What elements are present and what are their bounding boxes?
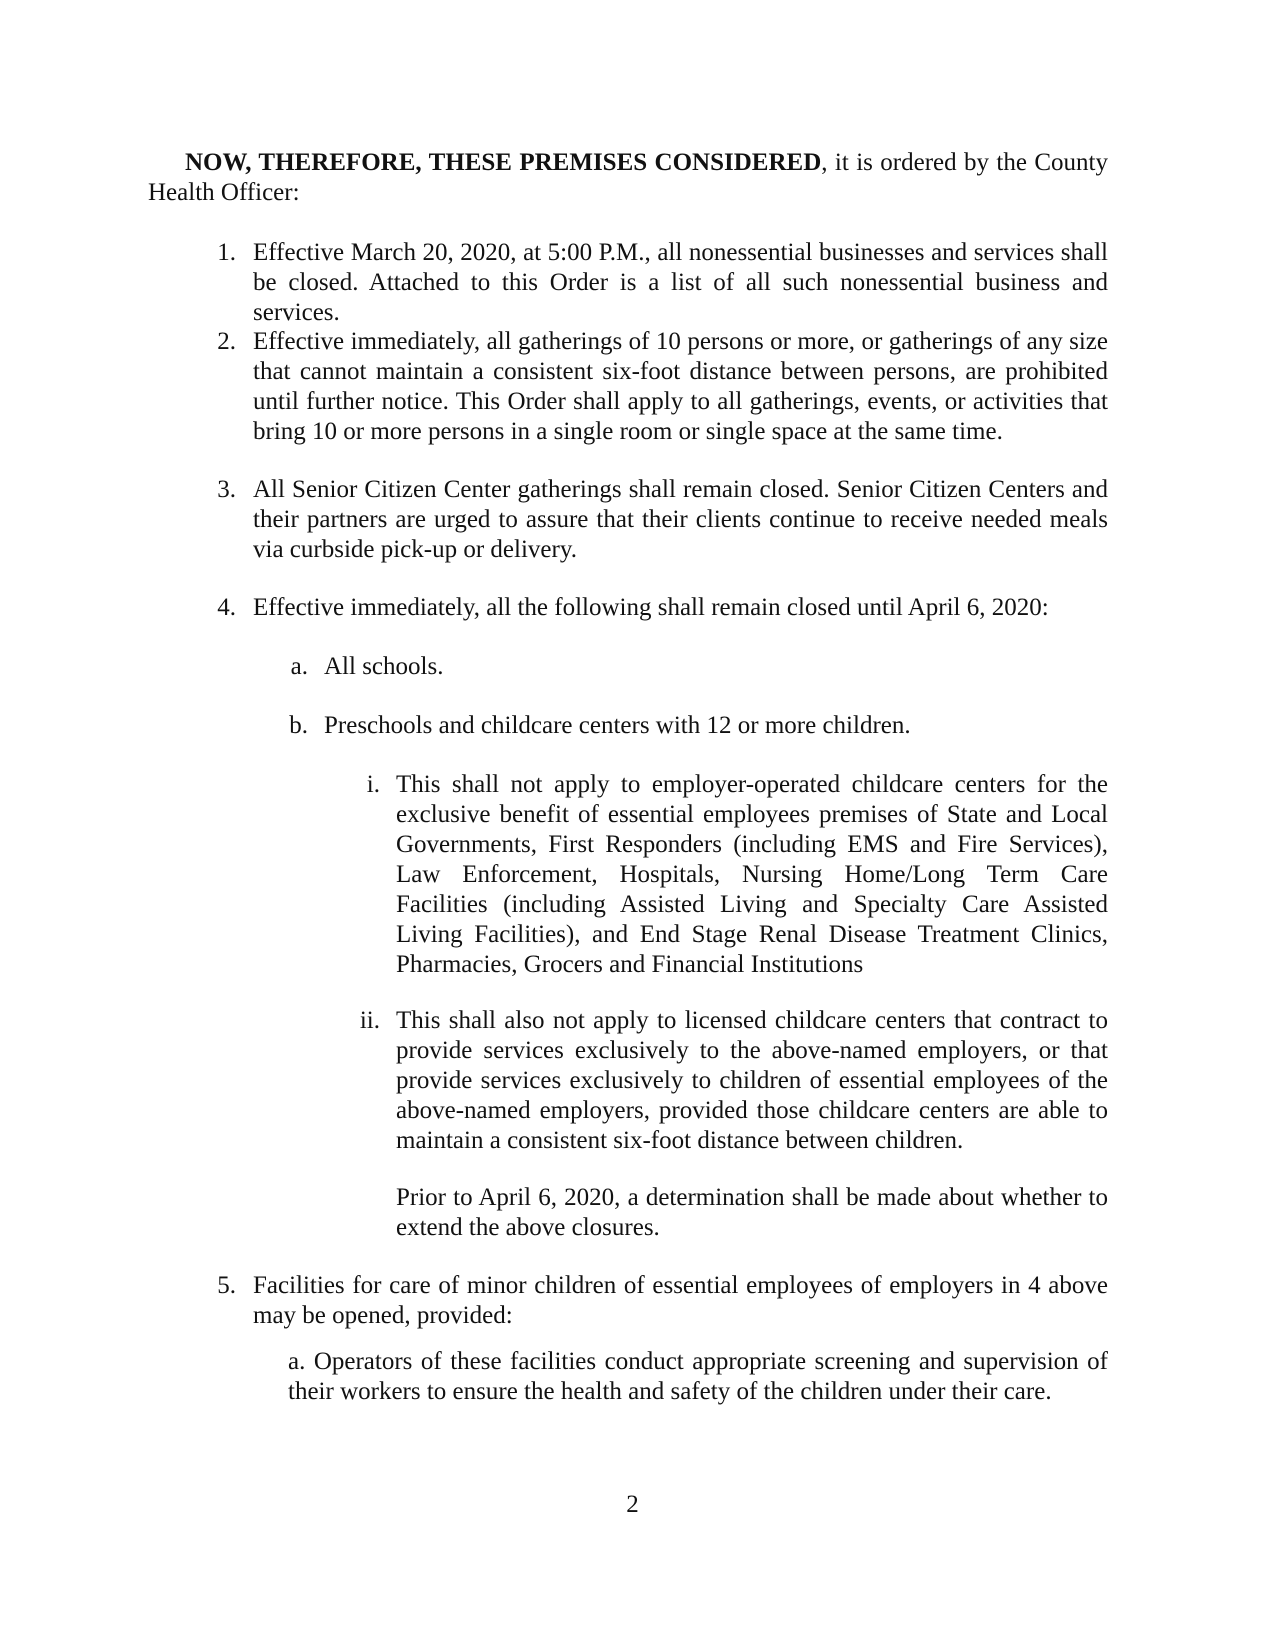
intro-paragraph — [148, 148, 1108, 208]
item-5-text: Facilities for care of minor children of essential employees of employers in 4 above may be opened, provided: — [253, 1272, 1108, 1329]
item-2-marker: 2. — [217, 328, 236, 355]
item-4b-ii-text: This shall also not apply to licensed childcare centers that contract to provide services exclusively to the above-named employers, or that provide services exclusively to children of essential employees of the above-named employers, provided those childcare centers are able to maintain a consistent six-foot distance between children. — [396, 1007, 1108, 1154]
intro-bold-heading: NOW, THEREFORE, THESE PREMISES CONSIDERED — [185, 149, 822, 176]
item-4b-ii-marker: ii. — [359, 1007, 380, 1034]
item-3-marker: 3. — [217, 476, 236, 503]
intro-text: , it is ordered by the County Health Officer: — [148, 149, 1108, 206]
item-4a-text: All schools. — [324, 653, 444, 680]
item-2-text: Effective immediately, all gatherings of 10 persons or more, or gatherings of any size that cannot maintain a consistent six-foot distance between persons, are prohibited until further notice. This Order shall apply to all gatherings, events, or activities that bring 10 or more persons in a single room or single space at the same time. — [253, 328, 1108, 445]
page-number: 2 — [626, 1491, 639, 1518]
item-4a-marker: a. — [290, 653, 308, 680]
item-1-text: Effective March 20, 2020, at 5:00 P.M., all nonessential businesses and services shall be closed. Attached to this Order is a list of all such nonessential business and services. — [253, 239, 1108, 326]
item-4b-text: Preschools and childcare centers with 12 or more children. — [324, 712, 911, 739]
item-4-marker: 4. — [217, 594, 236, 621]
item-4b-i-marker: i. — [366, 771, 380, 798]
item-1-marker: 1. — [217, 239, 236, 266]
item-4-text: Effective immediately, all the following shall remain closed until April 6, 2020: — [253, 594, 1049, 621]
item-5a-text: a. Operators of these facilities conduct appropriate screening and supervision of their workers to ensure the health and safety of the children under their care. — [288, 1348, 1108, 1405]
item-4b-marker: b. — [289, 712, 308, 739]
item-4b-i-text: This shall not apply to employer-operated childcare centers for the exclusive benefit of essential employees premises of State and Local Governments, First Responders (including EMS and Fire Services), Law Enforcement, Hospitals, Nursing Home/Long Term Care Facilities (including Assisted Living and Specialty Care Assisted Living Facilities), and End Stage Renal Disease Treatment Clinics, Pharmacies, Grocers and Financial Institutions — [396, 771, 1108, 978]
item-5-marker: 5. — [217, 1272, 236, 1299]
item-3-text: All Senior Citizen Center gatherings shall remain closed. Senior Citizen Centers and their partners are urged to assure that their clients continue to receive needed meals via curbside pick-up or delivery. — [253, 476, 1108, 563]
closure-determination-note: Prior to April 6, 2020, a determination shall be made about whether to extend the above closures. — [396, 1184, 1108, 1241]
